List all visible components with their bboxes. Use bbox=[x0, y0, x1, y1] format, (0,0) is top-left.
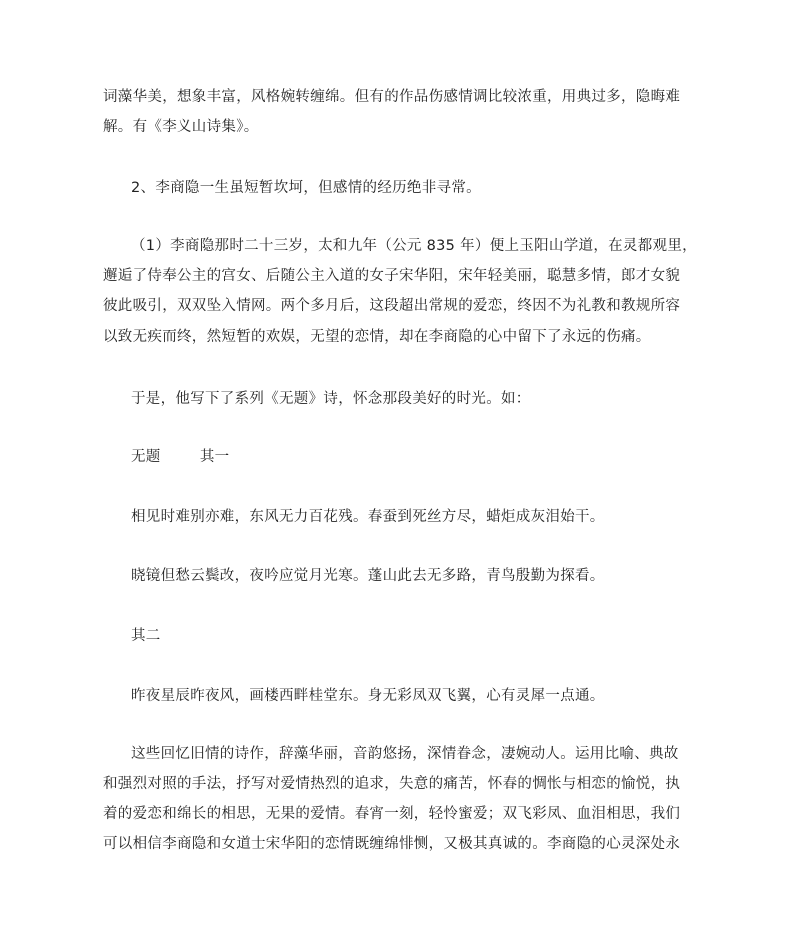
poem-line: 相见时难别亦难，东风无力百花残。春蚕到死丝方尽，蜡炬成灰泪始干。 bbox=[131, 509, 605, 525]
poem-subtitle: 其二 bbox=[131, 628, 161, 644]
text-line: 2、李商隐一生虽短暂坎坷，但感情的经历绝非寻常。 bbox=[131, 180, 481, 196]
text-line: 邂逅了侍奉公主的宫女、后随公主入道的女子宋华阳，宋年轻美丽，聪慧多情，郎才女貌 bbox=[103, 268, 681, 284]
text-line: 以致无疾而终，然短暂的欢娱，无望的恋情，却在李商隐的心中留下了永远的伤痛。 bbox=[103, 329, 651, 345]
text-line: 解。有《李义山诗集》。 bbox=[103, 119, 259, 135]
poem-line: 昨夜星辰昨夜风，画楼西畔桂堂东。身无彩凤双飞翼，心有灵犀一点通。 bbox=[131, 688, 605, 704]
text-line: 词藻华美，想象丰富，风格婉转缠绵。但有的作品伤感情调比较浓重，用典过多，隐晦难 bbox=[103, 89, 681, 105]
poem-title: 无题 其一 bbox=[131, 449, 230, 465]
text-line: 于是，他写下了系列《无题》诗，怀念那段美好的时光。如： bbox=[131, 391, 531, 407]
text-line: 这些回忆旧情的诗作，辞藻华丽，音韵悠扬，深情眷念，凄婉动人。运用比喻、典故 bbox=[131, 746, 679, 762]
text-line: 彼此吸引，双双坠入情网。两个多月后，这段超出常规的爱恋，终因不为礼教和教规所容 bbox=[103, 298, 681, 314]
text-line: （1）李商隐那时二十三岁，太和九年（公元 835 年）便上玉阳山学道，在灵都观里， bbox=[131, 238, 697, 254]
text-line: 着的爱恋和绵长的相思，无果的爱情。春宵一刻，轻怜蜜爱；双飞彩凤、血泪相思，我们 bbox=[103, 806, 681, 822]
text-line: 和强烈对照的手法，抒写对爱情热烈的追求，失意的痛苦，怀春的惆怅与相恋的愉悦，执 bbox=[103, 776, 681, 792]
poem-line: 晓镜但愁云鬓改，夜吟应觉月光寒。蓬山此去无多路，青鸟殷勤为探看。 bbox=[131, 568, 605, 584]
text-line: 可以相信李商隐和女道士宋华阳的恋情既缠绵悱恻，又极其真诚的。李商隐的心灵深处永 bbox=[103, 836, 681, 852]
